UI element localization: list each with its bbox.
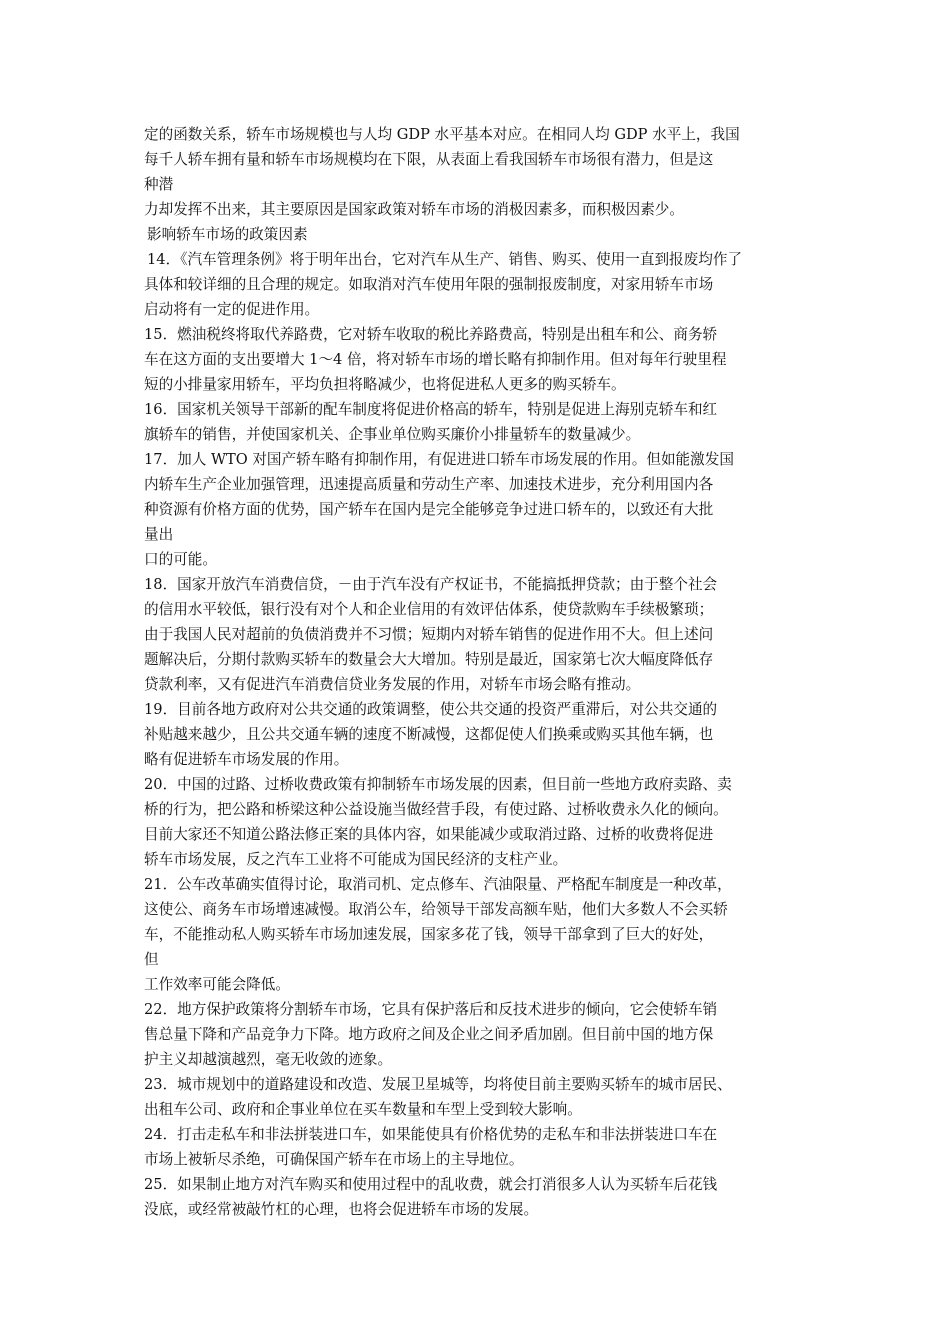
list-item-20 (144, 772, 808, 872)
text-line: 量出 (144, 526, 174, 543)
text-line: 15．燃油税终将取代养路费，它对轿车收取的税比养路费高，特别是出租车和公、商务轿 (144, 326, 718, 343)
text-line: 没底，或经常被敲竹杠的心理，也将会促进轿车市场的发展。 (144, 1201, 539, 1218)
intro-paragraph (144, 122, 808, 222)
text-line: 车，不能推动私人购买轿车市场加速发展，国家多花了钱，领导干部拿到了巨大的好处， (144, 926, 714, 943)
text-line: 略有促进轿车市场发展的作用。 (144, 751, 349, 768)
text-line: 轿车市场发展，反之汽车工业将不可能成为国民经济的支柱产业。 (144, 851, 568, 868)
text-line: 旗轿车的销售，并使国家机关、企事业单位购买廉价小排量轿车的数量减少。 (144, 426, 641, 443)
text-line: 20．中国的过路、过桥收费政策有抑制轿车市场发展的因素，但目前一些地方政府卖路、卖 (144, 776, 732, 793)
text-line: 工作效率可能会降低。 (144, 976, 290, 993)
text-line: 14．《汽车管理条例》将于明年出台，它对汽车从生产、销售、购买、使用一直到报废均作了 (147, 251, 743, 268)
text-line: 启动将有一定的促进作用。 (144, 301, 320, 318)
text-line: 题解决后，分期付款购买轿车的数量会大大增加。特别是最近，国家第七次大幅度降低存 (144, 651, 714, 668)
text-line: 21．公车改革确实值得讨论，取消司机、定点修车、汽油限量、严格配车制度是一种改革， (144, 876, 732, 893)
text-line: 这使公、商务车市场增速减慢。取消公车，给领导干部发高额车贴，他们大多数人不会买轿 (144, 901, 728, 918)
document-page (144, 122, 808, 1222)
text-line: 力却发挥不出来，其主要原因是国家政策对轿车市场的消极因素多，而积极因素少。 (144, 201, 684, 218)
text-line: 每千人轿车拥有量和轿车市场规模均在下限，从表面上看我国轿车市场很有潜力，但是这 (144, 151, 714, 168)
list-item-22 (144, 997, 808, 1072)
text-line: 售总量下降和产品竞争力下降。地方政府之间及企业之间矛盾加剧。但目前中国的地方保 (144, 1026, 714, 1043)
text-line: 23．城市规划中的道路建设和改造、发展卫星城等，均将使目前主要购买轿车的城市居民、 (144, 1076, 732, 1093)
text-line: 17．加人 WTO 对国产轿车略有抑制作用，有促进进口轿车市场发展的作用。但如能激发国 (144, 451, 734, 468)
list-item-15 (144, 322, 808, 397)
text-line: 具体和较详细的且合理的规定。如取消对汽车使用年限的强制报废制度，对家用轿车市场 (144, 276, 714, 293)
text-line: 护主义却越演越烈，毫无收敛的迹象。 (144, 1051, 393, 1068)
list-item-14 (144, 247, 808, 322)
text-line: 车在这方面的支出要增大 1～4 倍，将对轿车市场的增长略有抑制作用。但对每年行驶里程 (144, 351, 727, 368)
text-line: 口的可能。 (144, 551, 217, 568)
list-item-25 (144, 1172, 808, 1222)
text-line: 种潜 (144, 176, 174, 193)
text-line: 16．国家机关领导干部新的配车制度将促进价格高的轿车，特别是促进上海别克轿车和红 (144, 401, 718, 418)
text-line: 但 (144, 951, 159, 968)
text-line: 贷款利率，又有促进汽车消费信贷业务发展的作用，对轿车市场会略有推动。 (144, 676, 641, 693)
text-line: 24．打击走私车和非法拼装进口车，如果能使具有价格优势的走私车和非法拼装进口车在 (144, 1126, 718, 1143)
text-line: 目前大家还不知道公路法修正案的具体内容，如果能减少或取消过路、过桥的收费将促进 (144, 826, 714, 843)
text-line: 内轿车生产企业加强管理，迅速提高质量和劳动生产率、加速技术进步，充分利用国内各 (144, 476, 714, 493)
text-line: 18．国家开放汽车消费信贷，－由于汽车没有产权证书，不能搞抵押贷款；由于整个社会 (144, 576, 718, 593)
text-line: 种资源有价格方面的优势，国产轿车在国内是完全能够竞争过进口轿车的，以致还有大批 (144, 501, 714, 518)
list-item-18 (144, 572, 808, 697)
text-line: 19．目前各地方政府对公共交通的政策调整，使公共交通的投资严重滞后，对公共交通的 (144, 701, 718, 718)
text-line: 市场上被斩尽杀绝，可确保国产轿车在市场上的主导地位。 (144, 1151, 524, 1168)
section-heading: 影响轿车市场的政策因素 (147, 226, 308, 243)
text-line: 出租车公司、政府和企事业单位在买车数量和车型上受到较大影响。 (144, 1101, 582, 1118)
text-line: 补贴越来越少，且公共交通车辆的速度不断减慢，这都促使人们换乘或购买其他车辆，也 (144, 726, 714, 743)
list-item-19 (144, 697, 808, 772)
text-line: 22．地方保护政策将分割轿车市场，它具有保护落后和反技术进步的倾向，它会使轿车销 (144, 1001, 718, 1018)
list-item-17 (144, 447, 808, 572)
text-line: 由于我国人民对超前的负债消费并不习惯；短期内对轿车销售的促进作用不大。但上述问 (144, 626, 714, 643)
list-item-21 (144, 872, 808, 997)
list-item-23 (144, 1072, 808, 1122)
text-line: 25．如果制止地方对汽车购买和使用过程中的乱收费，就会打消很多人认为买轿车后花钱 (144, 1176, 718, 1193)
list-item-16 (144, 397, 808, 447)
text-line: 桥的行为，把公路和桥梁这种公益设施当做经营手段，有使过路、过桥收费永久化的倾向。 (144, 801, 728, 818)
text-line: 的信用水平较低，银行没有对个人和企业信用的有效评估体系，使贷款购车手续极繁琐； (144, 601, 714, 618)
text-line: 定的函数关系，轿车市场规模也与人均 GDP 水平基本对应。在相同人均 GDP 水平上，我国 (144, 126, 740, 143)
list-item-24 (144, 1122, 808, 1172)
text-line: 短的小排量家用轿车，平均负担将略减少，也将促进私人更多的购买轿车。 (144, 376, 626, 393)
